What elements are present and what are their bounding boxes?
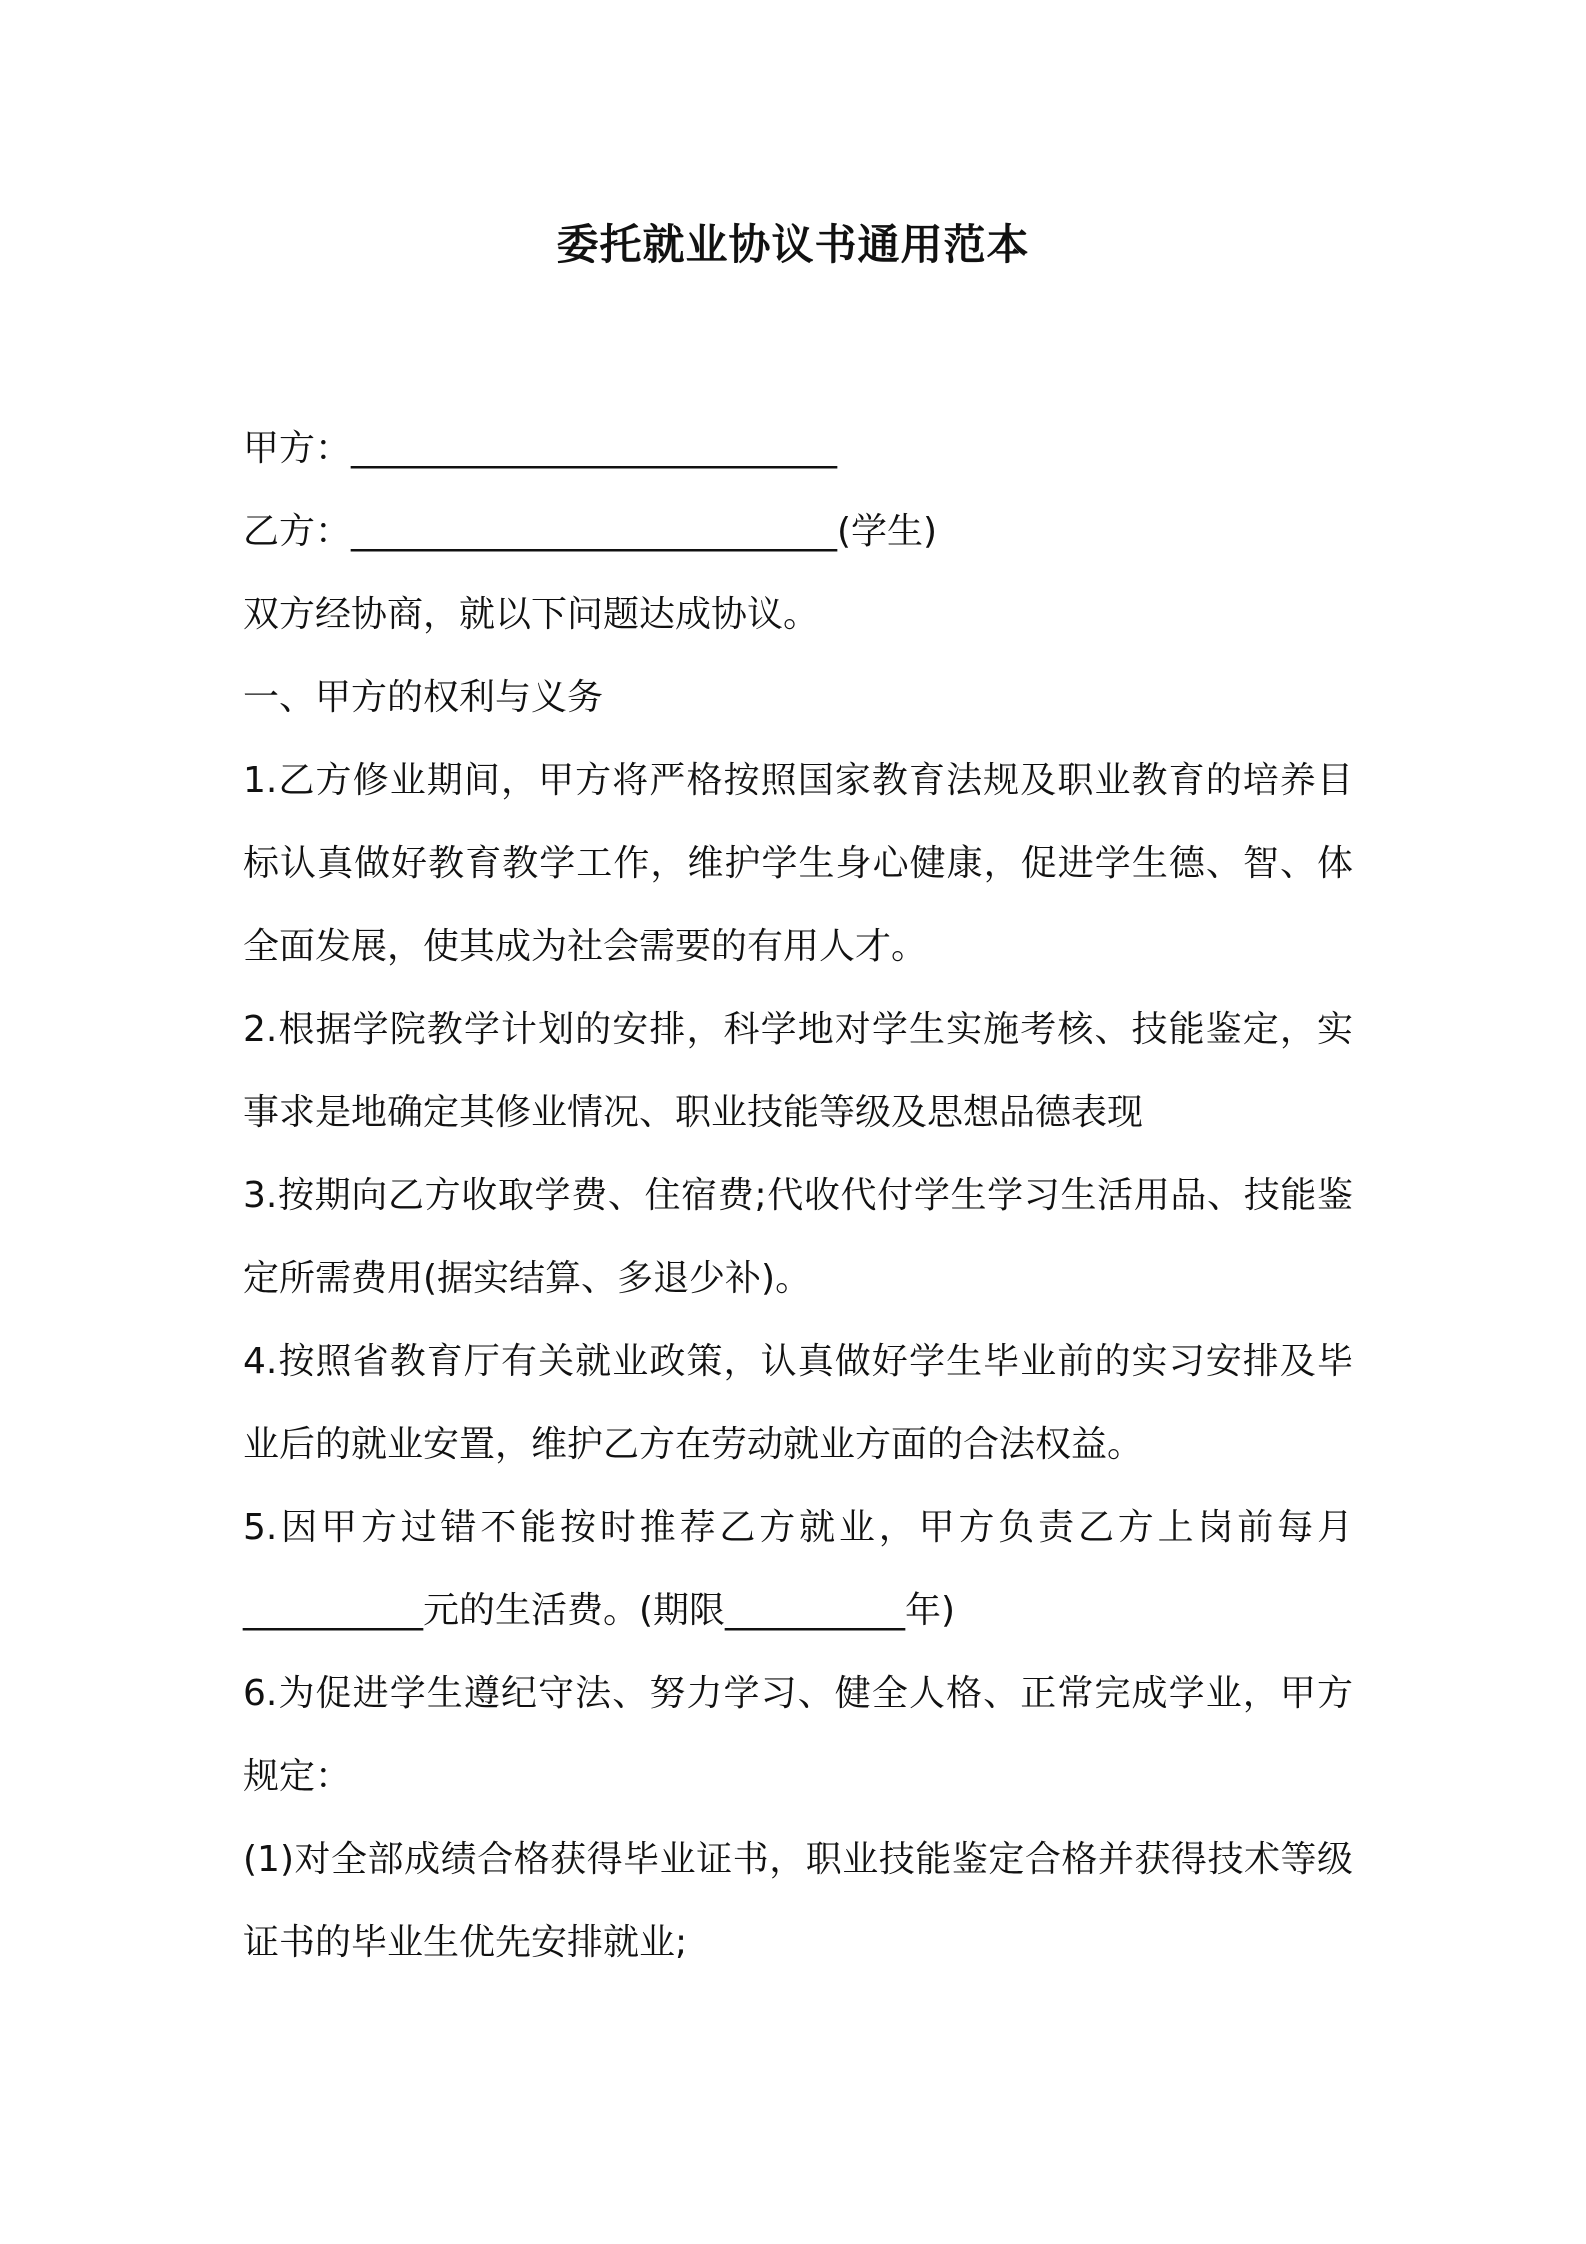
clause-4: 4.按照省教育厅有关就业政策，认真做好学生毕业前的实习安排及毕业后的就业安置，维护乙方在劳动就业方面的合法权益。: [243, 1341, 1353, 1465]
section-heading: 一、甲方的权利与义务: [243, 677, 604, 718]
party-a-line: 甲方：___________________________: [243, 428, 838, 469]
clause-3: 3.按期向乙方收取学费、住宿费;代收代付学生学习生活用品、技能鉴定所需费用(据实结算、多退少补)。: [243, 1175, 1353, 1299]
agreement-intro: 双方经协商，就以下问题达成协议。: [243, 594, 820, 635]
document-body: [243, 407, 1353, 1984]
party-b-line: 乙方：___________________________(学生): [243, 511, 938, 552]
clause-6-item-1: (1)对全部成绩合格获得毕业证书，职业技能鉴定合格并获得技术等级证书的毕业生优先安排就业;: [243, 1839, 1353, 1963]
clause-6: 6.为促进学生遵纪守法、努力学习、健全人格、正常完成学业，甲方规定：: [243, 1673, 1353, 1797]
document-title: 委托就业协议书通用范本: [556, 220, 1030, 269]
clause-5: 5.因甲方过错不能按时推荐乙方就业，甲方负责乙方上岗前每月__________元的生活费。(期限__________年): [243, 1507, 1353, 1631]
clause-2: 2.根据学院教学计划的安排，科学地对学生实施考核、技能鉴定，实事求是地确定其修业情况、职业技能等级及思想品德表现: [243, 1009, 1353, 1133]
clause-1: 1.乙方修业期间，甲方将严格按照国家教育法规及职业教育的培养目标认真做好教育教学工作，维护学生身心健康，促进学生德、智、体全面发展，使其成为社会需要的有用人才。: [243, 760, 1353, 967]
